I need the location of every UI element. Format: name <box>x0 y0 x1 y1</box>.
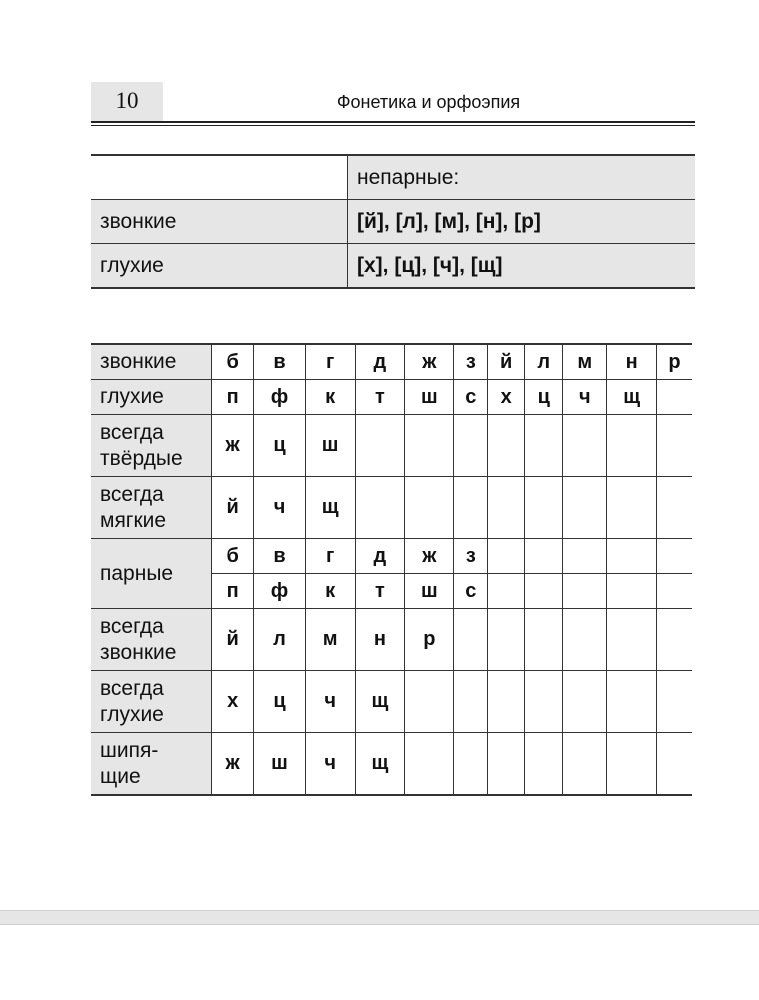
empty-cell <box>607 574 657 609</box>
row-label <box>91 477 212 539</box>
letter-cell: п <box>212 574 254 609</box>
row-label-line: всегда <box>100 482 164 506</box>
letter-cell: ж <box>212 415 254 477</box>
letter-cell: с <box>454 574 488 609</box>
letter-cell: п <box>212 380 254 415</box>
header-rule <box>91 121 695 123</box>
header-rule-thin <box>91 125 695 126</box>
letter-cell: х <box>212 671 254 733</box>
table-row <box>91 344 692 380</box>
letter-cell: л <box>525 344 563 380</box>
empty-cell <box>607 415 657 477</box>
row-label: глухие <box>91 244 348 289</box>
row-label <box>91 671 212 733</box>
letter-cell: ф <box>254 574 305 609</box>
letter-cell: ш <box>305 415 355 477</box>
empty-cell <box>525 477 563 539</box>
row-label-line: всегда <box>100 420 164 444</box>
row-label <box>91 609 212 671</box>
empty-cell <box>454 609 488 671</box>
letter-cell: щ <box>607 380 657 415</box>
table-row <box>91 539 692 574</box>
empty-cell <box>563 477 607 539</box>
empty-cell <box>405 415 454 477</box>
letter-cell: в <box>254 344 305 380</box>
empty-cell <box>563 609 607 671</box>
footer-band <box>0 910 759 925</box>
row-label-line: шипя- <box>100 738 159 762</box>
letter-cell: ж <box>212 733 254 796</box>
table-row <box>91 415 692 477</box>
letter-cell: р <box>405 609 454 671</box>
letter-cell: ц <box>254 415 305 477</box>
empty-cell <box>563 574 607 609</box>
empty-cell <box>488 609 525 671</box>
empty-cell <box>607 733 657 796</box>
letter-cell: ч <box>563 380 607 415</box>
empty-cell <box>488 415 525 477</box>
letter-cell: ц <box>525 380 563 415</box>
letter-cell: г <box>305 539 355 574</box>
row-label <box>91 733 212 796</box>
letter-cell: м <box>563 344 607 380</box>
section-title: Фонетика и орфоэпия <box>336 92 521 112</box>
row-label: парные <box>91 539 212 609</box>
empty-cell <box>405 477 454 539</box>
letter-cell: м <box>305 609 355 671</box>
letter-cell: ч <box>254 477 305 539</box>
letter-cell <box>657 380 692 415</box>
empty-cell <box>657 415 692 477</box>
empty-cell <box>454 733 488 796</box>
empty-cell <box>405 733 454 796</box>
empty-cell <box>488 671 525 733</box>
letter-cell: ж <box>405 539 454 574</box>
row-label-line: всегда <box>100 614 164 638</box>
page-number-box <box>91 82 163 122</box>
table-row <box>91 733 692 796</box>
empty-cell <box>563 539 607 574</box>
letter-cell: ч <box>305 671 355 733</box>
empty-cell <box>525 671 563 733</box>
row-label-line: глухие <box>100 702 164 726</box>
empty-cell <box>454 671 488 733</box>
letter-cell: ф <box>254 380 305 415</box>
empty-cell <box>657 574 692 609</box>
unpaired-header: непарные: <box>348 155 696 200</box>
empty-cell <box>657 609 692 671</box>
row-label-line: всегда <box>100 676 164 700</box>
letter-cell: з <box>454 539 488 574</box>
letter-cell: ц <box>254 671 305 733</box>
empty-cell <box>525 609 563 671</box>
row-value: [х], [ц], [ч], [щ] <box>348 244 696 289</box>
unpaired-consonants-table <box>91 154 695 289</box>
letter-cell: ш <box>405 574 454 609</box>
letter-cell: д <box>355 344 405 380</box>
empty-cell <box>488 733 525 796</box>
letter-cell: т <box>355 380 405 415</box>
table-row <box>91 244 695 289</box>
empty-cell <box>405 671 454 733</box>
empty-cell <box>525 539 563 574</box>
empty-cell <box>607 539 657 574</box>
letter-cell: б <box>212 539 254 574</box>
letter-cell: ч <box>305 733 355 796</box>
letter-cell: й <box>488 344 525 380</box>
letter-cell: н <box>607 344 657 380</box>
empty-cell <box>454 415 488 477</box>
empty-cell <box>488 477 525 539</box>
letter-cell: г <box>305 344 355 380</box>
table-row <box>91 155 695 200</box>
table-row <box>91 609 692 671</box>
empty-cell <box>657 477 692 539</box>
row-label-line: мягкие <box>100 508 167 532</box>
table-cell <box>91 155 348 200</box>
empty-cell <box>563 733 607 796</box>
letter-cell: щ <box>355 733 405 796</box>
empty-cell <box>525 574 563 609</box>
letter-cell: х <box>488 380 525 415</box>
letter-cell: ж <box>405 344 454 380</box>
letter-cell: щ <box>355 671 405 733</box>
letter-cell: к <box>305 574 355 609</box>
row-label: звонкие <box>91 344 212 380</box>
empty-cell <box>563 415 607 477</box>
empty-cell <box>525 733 563 796</box>
empty-cell <box>488 539 525 574</box>
empty-cell <box>563 671 607 733</box>
letter-cell: с <box>454 380 488 415</box>
row-label-line: твёрдые <box>100 446 183 470</box>
table-row <box>91 380 692 415</box>
empty-cell <box>454 477 488 539</box>
empty-cell <box>607 671 657 733</box>
table-row <box>91 671 692 733</box>
letter-cell: в <box>254 539 305 574</box>
row-label-line: звонкие <box>100 640 177 664</box>
empty-cell <box>488 574 525 609</box>
row-label: глухие <box>91 380 212 415</box>
letter-cell: д <box>355 539 405 574</box>
page-number: 10 <box>115 88 139 113</box>
empty-cell <box>607 477 657 539</box>
empty-cell <box>525 415 563 477</box>
letter-cell: к <box>305 380 355 415</box>
row-label: звонкие <box>91 200 348 244</box>
letter-cell: т <box>355 574 405 609</box>
table-row <box>91 477 692 539</box>
empty-cell <box>355 415 405 477</box>
empty-cell <box>657 671 692 733</box>
letter-cell: р <box>657 344 692 380</box>
empty-cell <box>355 477 405 539</box>
empty-cell <box>657 733 692 796</box>
row-label <box>91 415 212 477</box>
empty-cell <box>607 609 657 671</box>
letter-cell: л <box>254 609 305 671</box>
row-label-line: щие <box>100 764 141 788</box>
letter-cell: ш <box>254 733 305 796</box>
letter-cell: й <box>212 477 254 539</box>
table-row <box>91 200 695 244</box>
letter-cell: б <box>212 344 254 380</box>
row-value: [й], [л], [м], [н], [р] <box>348 200 696 244</box>
letter-cell: н <box>355 609 405 671</box>
empty-cell <box>657 539 692 574</box>
letter-cell: щ <box>305 477 355 539</box>
letter-cell: й <box>212 609 254 671</box>
letter-cell: з <box>454 344 488 380</box>
consonants-table <box>91 343 692 796</box>
letter-cell: ш <box>405 380 454 415</box>
